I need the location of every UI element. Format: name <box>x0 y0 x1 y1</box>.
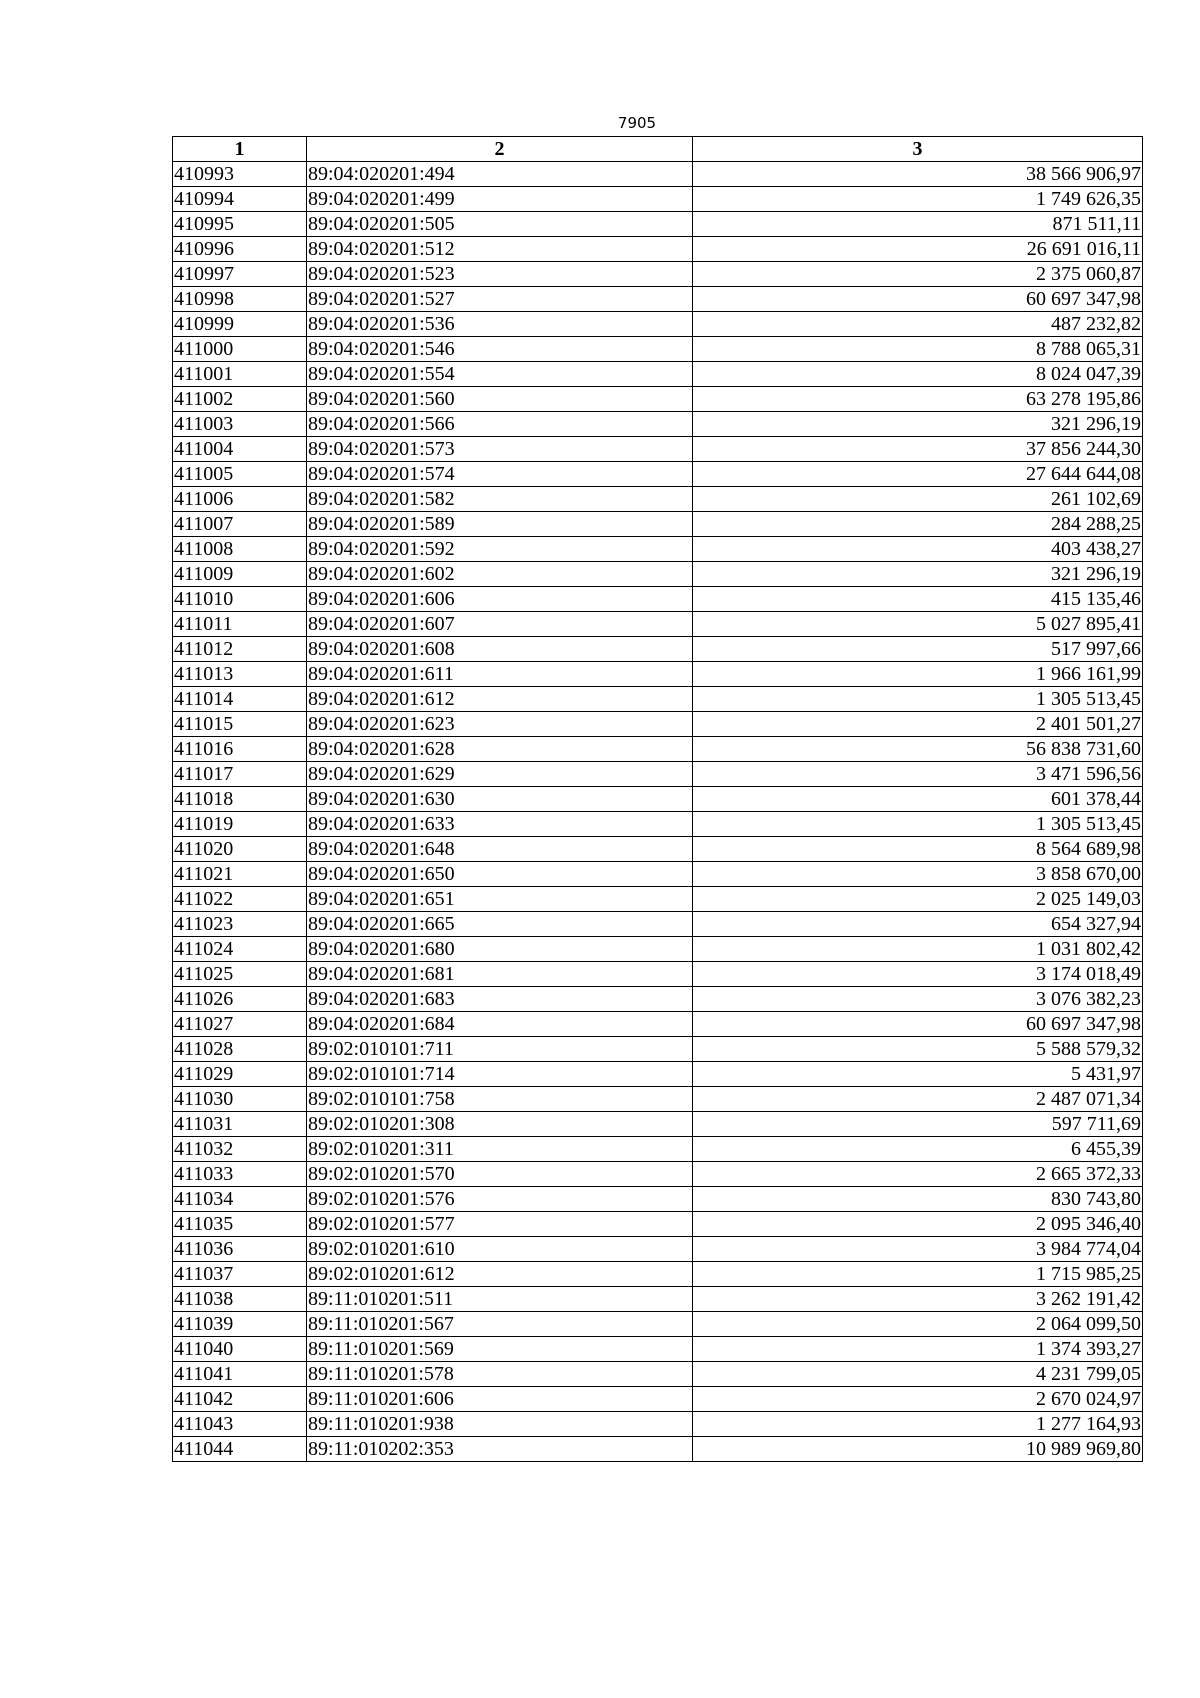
cell-amount: 27 644 644,08 <box>693 462 1143 487</box>
cell-cadastral-number: 89:02:010201:311 <box>307 1137 693 1162</box>
table-row <box>173 1387 1143 1412</box>
table-row <box>173 287 1143 312</box>
cell-id: 411038 <box>173 1287 307 1312</box>
column-header-3: 3 <box>693 137 1143 162</box>
table-row <box>173 362 1143 387</box>
cell-amount: 2 064 099,50 <box>693 1312 1143 1337</box>
cell-id: 411020 <box>173 837 307 862</box>
cell-amount: 4 231 799,05 <box>693 1362 1143 1387</box>
table-row <box>173 1137 1143 1162</box>
cell-id: 410999 <box>173 312 307 337</box>
cell-id: 411032 <box>173 1137 307 1162</box>
cell-cadastral-number: 89:04:020201:608 <box>307 637 693 662</box>
table-row <box>173 787 1143 812</box>
cell-amount: 1 966 161,99 <box>693 662 1143 687</box>
cell-id: 410998 <box>173 287 307 312</box>
cell-amount: 1 305 513,45 <box>693 687 1143 712</box>
cell-cadastral-number: 89:02:010201:612 <box>307 1262 693 1287</box>
cell-cadastral-number: 89:04:020201:681 <box>307 962 693 987</box>
cell-cadastral-number: 89:04:020201:512 <box>307 237 693 262</box>
table-row <box>173 1162 1143 1187</box>
cell-amount: 2 670 024,97 <box>693 1387 1143 1412</box>
cell-id: 411013 <box>173 662 307 687</box>
cell-amount: 60 697 347,98 <box>693 287 1143 312</box>
cell-cadastral-number: 89:04:020201:554 <box>307 362 693 387</box>
table-row <box>173 737 1143 762</box>
cell-id: 411030 <box>173 1087 307 1112</box>
cell-id: 411005 <box>173 462 307 487</box>
cell-amount: 601 378,44 <box>693 787 1143 812</box>
cell-id: 411010 <box>173 587 307 612</box>
column-header-2: 2 <box>307 137 693 162</box>
cell-id: 411002 <box>173 387 307 412</box>
cell-cadastral-number: 89:04:020201:680 <box>307 937 693 962</box>
cell-amount: 8 788 065,31 <box>693 337 1143 362</box>
cell-cadastral-number: 89:02:010201:570 <box>307 1162 693 1187</box>
table-row <box>173 962 1143 987</box>
table-row <box>173 187 1143 212</box>
table-row <box>173 562 1143 587</box>
cell-amount: 2 487 071,34 <box>693 1087 1143 1112</box>
cell-amount: 3 076 382,23 <box>693 987 1143 1012</box>
cell-cadastral-number: 89:11:010201:578 <box>307 1362 693 1387</box>
cell-cadastral-number: 89:04:020201:499 <box>307 187 693 212</box>
cell-id: 411041 <box>173 1362 307 1387</box>
table-row <box>173 337 1143 362</box>
cell-cadastral-number: 89:11:010201:938 <box>307 1412 693 1437</box>
cell-amount: 2 665 372,33 <box>693 1162 1143 1187</box>
cell-cadastral-number: 89:02:010201:308 <box>307 1112 693 1137</box>
column-header-1: 1 <box>173 137 307 162</box>
table-row <box>173 1437 1143 1462</box>
table-row <box>173 612 1143 637</box>
cell-id: 411026 <box>173 987 307 1012</box>
cell-cadastral-number: 89:04:020201:546 <box>307 337 693 362</box>
cell-id: 411004 <box>173 437 307 462</box>
cell-cadastral-number: 89:04:020201:650 <box>307 862 693 887</box>
table-row <box>173 312 1143 337</box>
cell-amount: 2 095 346,40 <box>693 1212 1143 1237</box>
cell-cadastral-number: 89:04:020201:648 <box>307 837 693 862</box>
page-number: 7905 <box>617 114 657 132</box>
cell-id: 411011 <box>173 612 307 637</box>
table-row <box>173 1362 1143 1387</box>
cell-cadastral-number: 89:04:020201:566 <box>307 412 693 437</box>
cell-cadastral-number: 89:02:010101:714 <box>307 1062 693 1087</box>
table-row <box>173 987 1143 1012</box>
cell-cadastral-number: 89:04:020201:629 <box>307 762 693 787</box>
cell-cadastral-number: 89:02:010201:577 <box>307 1212 693 1237</box>
cell-id: 410996 <box>173 237 307 262</box>
cell-id: 411021 <box>173 862 307 887</box>
cell-cadastral-number: 89:11:010201:569 <box>307 1337 693 1362</box>
cell-id: 411015 <box>173 712 307 737</box>
table-row <box>173 437 1143 462</box>
cell-amount: 10 989 969,80 <box>693 1437 1143 1462</box>
cell-cadastral-number: 89:04:020201:573 <box>307 437 693 462</box>
cell-id: 411044 <box>173 1437 307 1462</box>
table-row <box>173 537 1143 562</box>
cell-cadastral-number: 89:04:020201:651 <box>307 887 693 912</box>
cell-id: 410993 <box>173 162 307 187</box>
cell-cadastral-number: 89:04:020201:630 <box>307 787 693 812</box>
cell-amount: 1 715 985,25 <box>693 1262 1143 1287</box>
cell-amount: 3 984 774,04 <box>693 1237 1143 1262</box>
cell-id: 411040 <box>173 1337 307 1362</box>
cell-amount: 487 232,82 <box>693 312 1143 337</box>
cell-amount: 2 025 149,03 <box>693 887 1143 912</box>
table-row <box>173 262 1143 287</box>
cell-cadastral-number: 89:04:020201:527 <box>307 287 693 312</box>
cell-amount: 8 564 689,98 <box>693 837 1143 862</box>
table-row <box>173 1012 1143 1037</box>
cell-amount: 415 135,46 <box>693 587 1143 612</box>
table-row <box>173 1112 1143 1137</box>
table-row <box>173 162 1143 187</box>
cell-amount: 5 431,97 <box>693 1062 1143 1087</box>
cell-id: 411016 <box>173 737 307 762</box>
table-row <box>173 837 1143 862</box>
cell-amount: 38 566 906,97 <box>693 162 1143 187</box>
cell-cadastral-number: 89:04:020201:523 <box>307 262 693 287</box>
cell-id: 411039 <box>173 1312 307 1337</box>
cell-id: 411023 <box>173 912 307 937</box>
table-row <box>173 1062 1143 1087</box>
table-row <box>173 587 1143 612</box>
cell-cadastral-number: 89:04:020201:611 <box>307 662 693 687</box>
table-row <box>173 1412 1143 1437</box>
table-row <box>173 1262 1143 1287</box>
cell-amount: 8 024 047,39 <box>693 362 1143 387</box>
table-row <box>173 1337 1143 1362</box>
cell-amount: 1 749 626,35 <box>693 187 1143 212</box>
cell-cadastral-number: 89:04:020201:633 <box>307 812 693 837</box>
cell-cadastral-number: 89:04:020201:505 <box>307 212 693 237</box>
cell-amount: 26 691 016,11 <box>693 237 1143 262</box>
table-row <box>173 937 1143 962</box>
cell-cadastral-number: 89:04:020201:607 <box>307 612 693 637</box>
cell-cadastral-number: 89:04:020201:623 <box>307 712 693 737</box>
cell-cadastral-number: 89:11:010201:606 <box>307 1387 693 1412</box>
cell-cadastral-number: 89:04:020201:612 <box>307 687 693 712</box>
table-row <box>173 637 1143 662</box>
cell-amount: 37 856 244,30 <box>693 437 1143 462</box>
cell-amount: 1 374 393,27 <box>693 1337 1143 1362</box>
cell-id: 411003 <box>173 412 307 437</box>
cell-id: 411001 <box>173 362 307 387</box>
cell-cadastral-number: 89:02:010201:576 <box>307 1187 693 1212</box>
cell-cadastral-number: 89:04:020201:582 <box>307 487 693 512</box>
table-row <box>173 662 1143 687</box>
cell-amount: 321 296,19 <box>693 562 1143 587</box>
cell-cadastral-number: 89:11:010202:353 <box>307 1437 693 1462</box>
table-body <box>173 162 1143 1462</box>
cell-id: 411031 <box>173 1112 307 1137</box>
cell-cadastral-number: 89:04:020201:665 <box>307 912 693 937</box>
cell-amount: 3 262 191,42 <box>693 1287 1143 1312</box>
table-row <box>173 1212 1143 1237</box>
cell-id: 411018 <box>173 787 307 812</box>
table-row <box>173 487 1143 512</box>
cell-amount: 1 305 513,45 <box>693 812 1143 837</box>
cell-amount: 3 174 018,49 <box>693 962 1143 987</box>
table-row <box>173 1287 1143 1312</box>
table-row <box>173 812 1143 837</box>
cell-id: 411036 <box>173 1237 307 1262</box>
cell-amount: 654 327,94 <box>693 912 1143 937</box>
cell-amount: 321 296,19 <box>693 412 1143 437</box>
table-row <box>173 212 1143 237</box>
cell-amount: 2 401 501,27 <box>693 712 1143 737</box>
cell-amount: 597 711,69 <box>693 1112 1143 1137</box>
table-row <box>173 1237 1143 1262</box>
cell-amount: 284 288,25 <box>693 512 1143 537</box>
cell-amount: 5 027 895,41 <box>693 612 1143 637</box>
cell-id: 411006 <box>173 487 307 512</box>
cell-cadastral-number: 89:04:020201:606 <box>307 587 693 612</box>
cell-id: 411035 <box>173 1212 307 1237</box>
table-row <box>173 712 1143 737</box>
cell-id: 411007 <box>173 512 307 537</box>
cell-id: 411012 <box>173 637 307 662</box>
cell-amount: 5 588 579,32 <box>693 1037 1143 1062</box>
cell-amount: 1 277 164,93 <box>693 1412 1143 1437</box>
table-row <box>173 462 1143 487</box>
cell-amount: 3 471 596,56 <box>693 762 1143 787</box>
cell-amount: 261 102,69 <box>693 487 1143 512</box>
cell-amount: 2 375 060,87 <box>693 262 1143 287</box>
cell-cadastral-number: 89:04:020201:536 <box>307 312 693 337</box>
table-header <box>173 137 1143 162</box>
table-row <box>173 512 1143 537</box>
cell-id: 411033 <box>173 1162 307 1187</box>
data-table <box>172 136 1143 1462</box>
cell-cadastral-number: 89:04:020201:592 <box>307 537 693 562</box>
cell-id: 411024 <box>173 937 307 962</box>
table-row <box>173 1312 1143 1337</box>
table-row <box>173 387 1143 412</box>
cell-amount: 6 455,39 <box>693 1137 1143 1162</box>
table-row <box>173 1087 1143 1112</box>
header-row <box>173 137 1143 162</box>
cell-id: 411022 <box>173 887 307 912</box>
cell-id: 410997 <box>173 262 307 287</box>
cell-id: 411017 <box>173 762 307 787</box>
cell-amount: 830 743,80 <box>693 1187 1143 1212</box>
cell-cadastral-number: 89:04:020201:683 <box>307 987 693 1012</box>
cell-amount: 517 997,66 <box>693 637 1143 662</box>
cell-id: 410995 <box>173 212 307 237</box>
cell-id: 411042 <box>173 1387 307 1412</box>
cell-cadastral-number: 89:04:020201:602 <box>307 562 693 587</box>
cell-cadastral-number: 89:11:010201:567 <box>307 1312 693 1337</box>
table-row <box>173 762 1143 787</box>
table-row <box>173 687 1143 712</box>
cell-cadastral-number: 89:11:010201:511 <box>307 1287 693 1312</box>
cell-id: 411027 <box>173 1012 307 1037</box>
cell-amount: 1 031 802,42 <box>693 937 1143 962</box>
cell-cadastral-number: 89:02:010201:610 <box>307 1237 693 1262</box>
cell-amount: 63 278 195,86 <box>693 387 1143 412</box>
table-row <box>173 237 1143 262</box>
cell-amount: 3 858 670,00 <box>693 862 1143 887</box>
table-row <box>173 1037 1143 1062</box>
cell-id: 411029 <box>173 1062 307 1087</box>
table-row <box>173 1187 1143 1212</box>
cell-id: 411043 <box>173 1412 307 1437</box>
table-row <box>173 412 1143 437</box>
cell-id: 411034 <box>173 1187 307 1212</box>
cell-cadastral-number: 89:04:020201:560 <box>307 387 693 412</box>
cell-cadastral-number: 89:04:020201:494 <box>307 162 693 187</box>
cell-id: 411009 <box>173 562 307 587</box>
cell-id: 411008 <box>173 537 307 562</box>
cell-cadastral-number: 89:02:010101:758 <box>307 1087 693 1112</box>
cell-id: 411019 <box>173 812 307 837</box>
cell-amount: 60 697 347,98 <box>693 1012 1143 1037</box>
cell-cadastral-number: 89:04:020201:628 <box>307 737 693 762</box>
cell-id: 411025 <box>173 962 307 987</box>
cell-cadastral-number: 89:04:020201:589 <box>307 512 693 537</box>
cell-cadastral-number: 89:02:010101:711 <box>307 1037 693 1062</box>
cell-id: 411000 <box>173 337 307 362</box>
cell-id: 411028 <box>173 1037 307 1062</box>
cell-amount: 871 511,11 <box>693 212 1143 237</box>
cell-amount: 403 438,27 <box>693 537 1143 562</box>
cell-id: 411037 <box>173 1262 307 1287</box>
cell-amount: 56 838 731,60 <box>693 737 1143 762</box>
cell-cadastral-number: 89:04:020201:574 <box>307 462 693 487</box>
table-row <box>173 912 1143 937</box>
table-row <box>173 887 1143 912</box>
cell-id: 411014 <box>173 687 307 712</box>
cell-id: 410994 <box>173 187 307 212</box>
table-row <box>173 862 1143 887</box>
cell-cadastral-number: 89:04:020201:684 <box>307 1012 693 1037</box>
